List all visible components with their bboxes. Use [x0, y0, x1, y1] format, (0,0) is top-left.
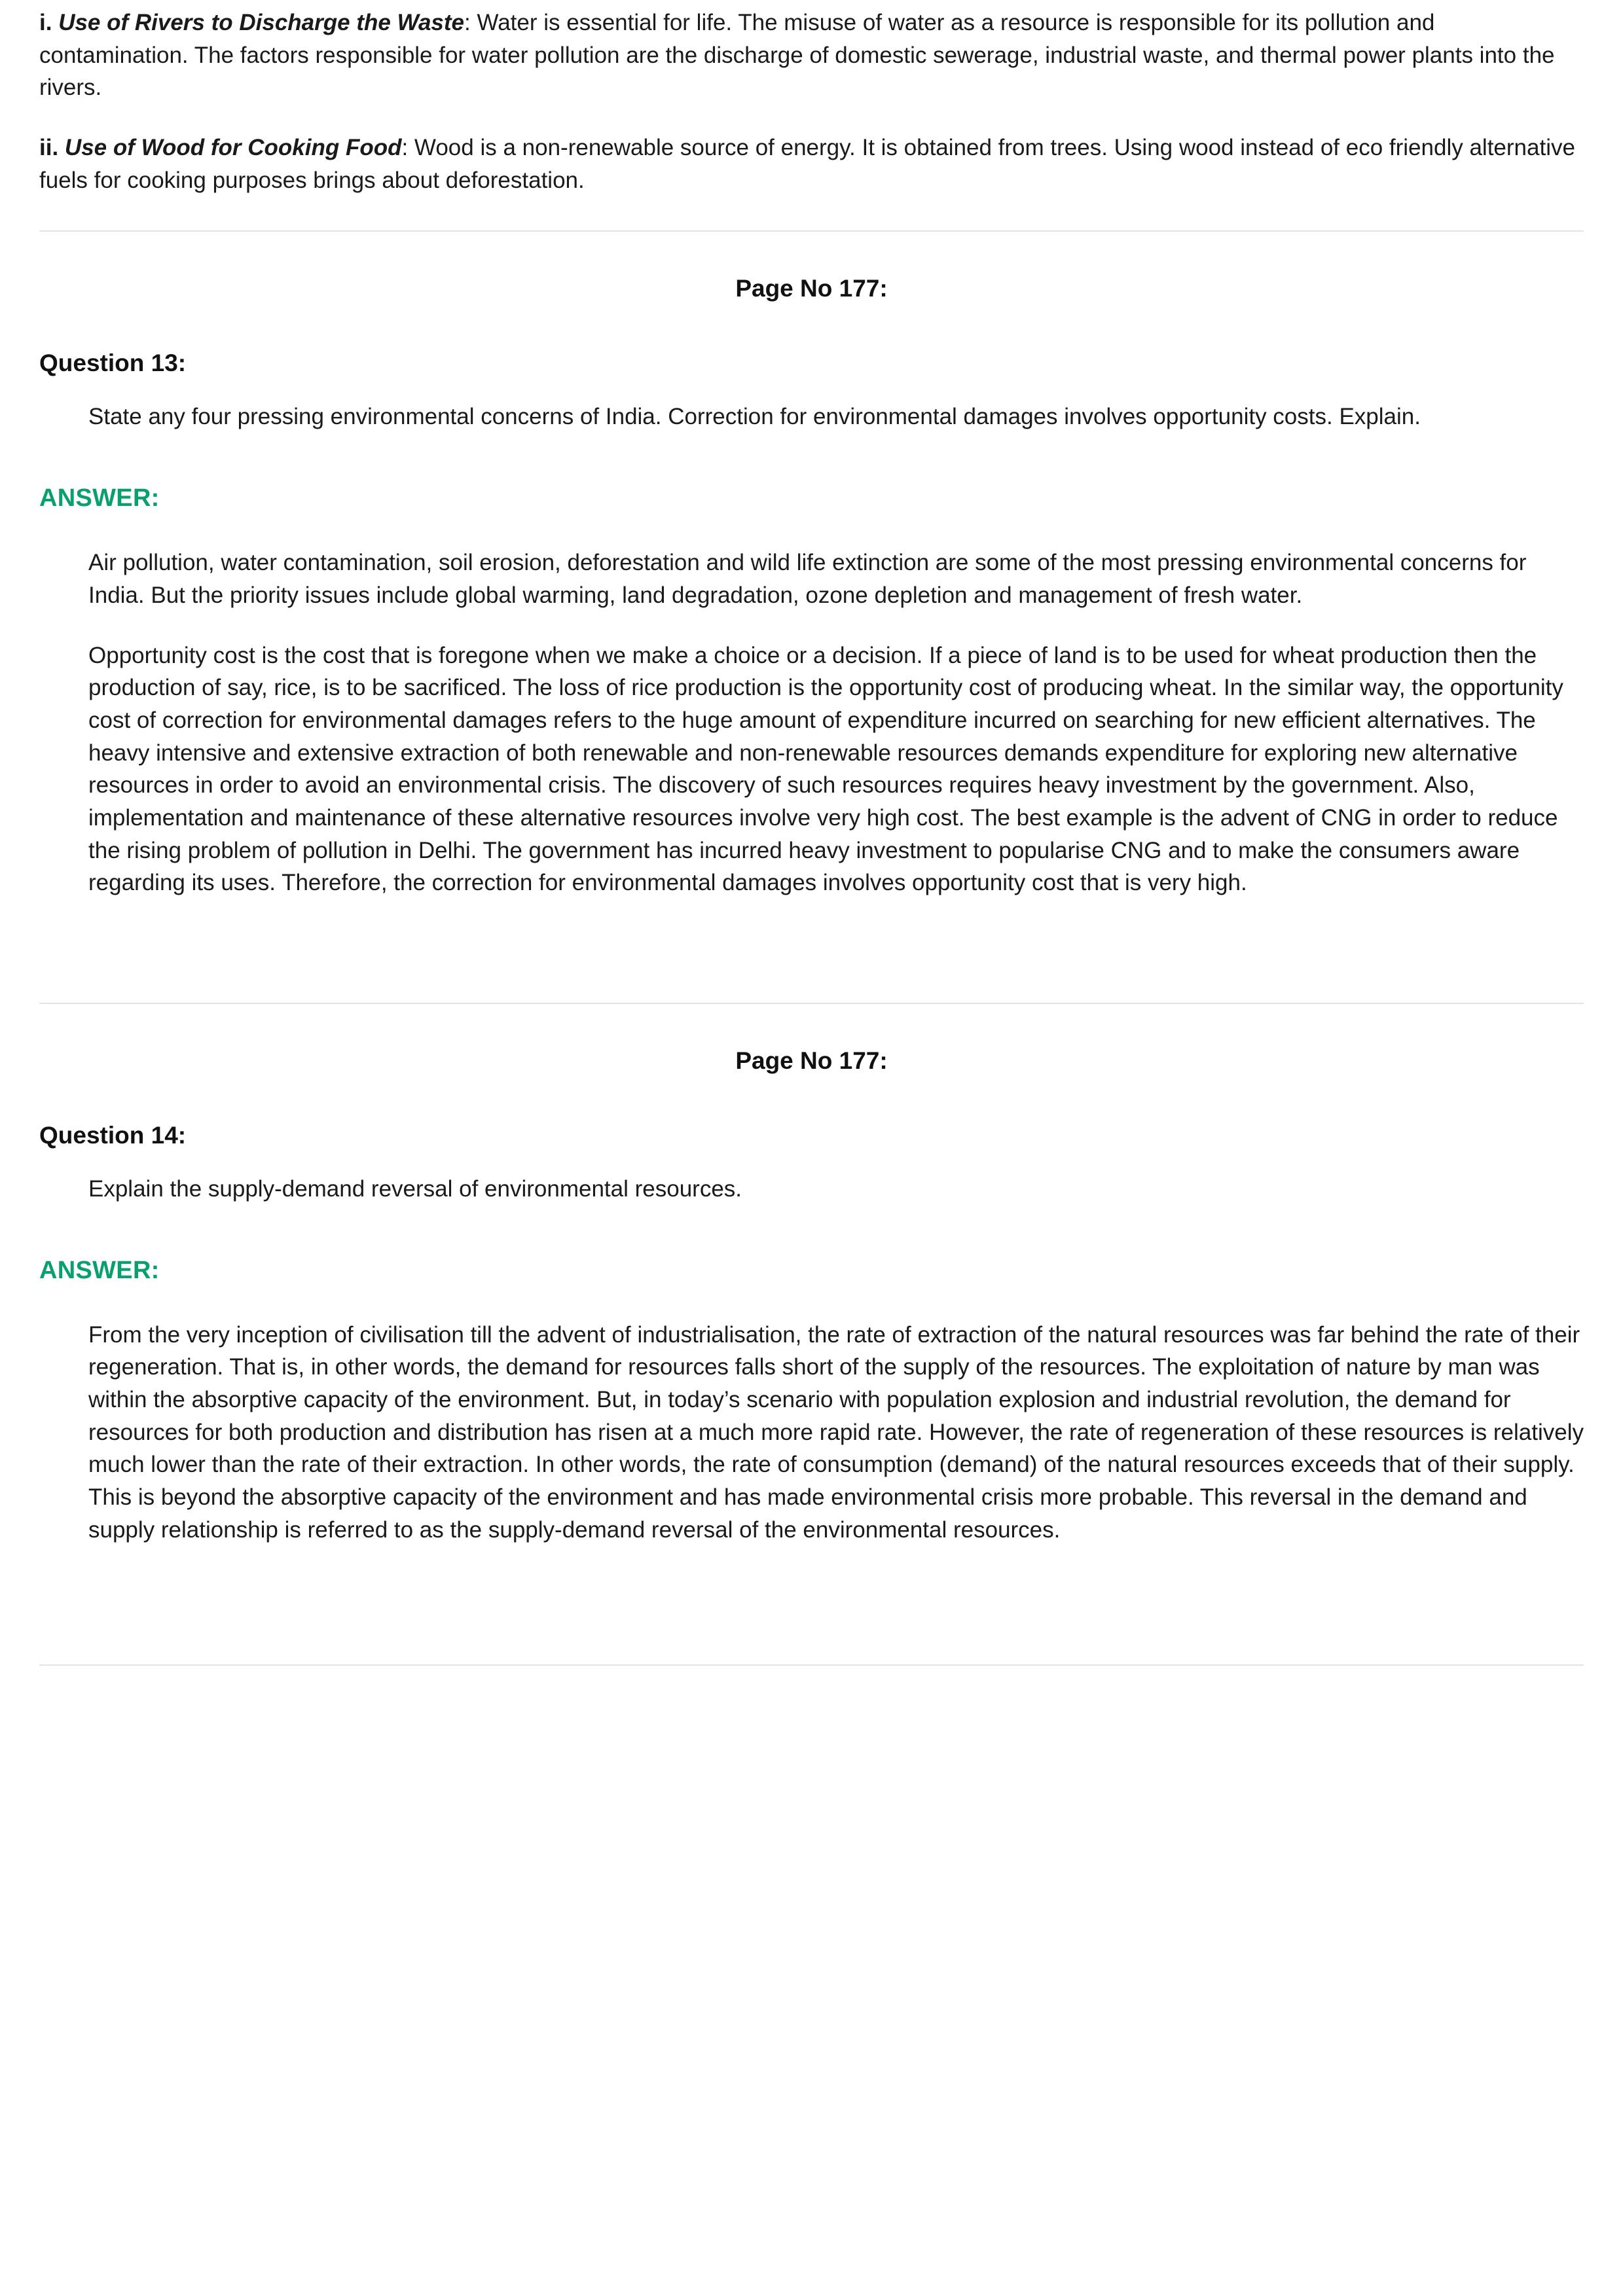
question-text: State any four pressing environmental concerns of India. Correction for environmental damages involves opportunity costs. Explain. — [88, 404, 1421, 430]
list-item-marker: i. — [39, 10, 52, 35]
answer-label: ANSWER: — [39, 484, 160, 512]
page-number-label: Page No 177: — [735, 1047, 888, 1074]
qa-section-13 — [39, 275, 1584, 944]
answer-label: ANSWER: — [39, 1256, 160, 1284]
question-label: Question 14: — [39, 1122, 187, 1149]
qa-section-14 — [39, 1047, 1584, 1591]
section-divider — [39, 1003, 1584, 1004]
list-item-title: Use of Wood for Cooking Food — [64, 135, 402, 161]
list-item-title: Use of Rivers to Discharge the Waste — [58, 10, 465, 35]
answer-paragraph: Air pollution, water contamination, soil erosion, deforestation and wild life extinction are some of the most pressing environmental concerns for India. But the priority issues include global warming, land degradation, ozone depletion and management of fresh water. — [88, 550, 1527, 608]
list-item-marker: ii. — [39, 135, 59, 161]
spacer — [39, 1591, 1584, 1630]
answer-paragraph: Opportunity cost is the cost that is foregone when we make a choice or a decision. If a piece of land is to be used for wheat production then the production of say, rice, is to be sacrificed. The loss of rice production is the opportunity cost of producing wheat. In the similar way, the opportunity cost of correction for environmental damages refers to the huge amount of expenditure incurred on searching for new efficient alternatives. The heavy intensive and extensive extraction of both renewable and non-renewable resources demands expenditure for exploring new alternative resources in order to avoid an environmental crisis. The discovery of such resources requires heavy investment by the government. Also, implementation and maintenance of these alternative resources involve very high cost. The best example is the advent of CNG in order to reduce the rising problem of pollution in Delhi. The government has incurred heavy investment to popularise CNG and to make the consumers aware regarding its uses. Therefore, the correction for environmental damages involves opportunity cost that is very high. — [88, 642, 1563, 896]
answer-body — [39, 1319, 1584, 1547]
question-label: Question 13: — [39, 350, 187, 377]
section-divider — [39, 230, 1584, 232]
page-number-label: Page No 177: — [735, 275, 888, 302]
continued-list-block — [39, 0, 1584, 196]
answer-body — [39, 547, 1584, 899]
question-text: Explain the supply-demand reversal of environmental resources. — [88, 1176, 742, 1202]
list-item — [39, 7, 1581, 104]
list-item-text: : Water is essential for life. The misuse of water as a resource is responsible for its pollution and contamination. The factors responsible for water pollution are the discharge of domestic sewerage, industrial waste, and thermal power plants into the rivers. — [39, 10, 1555, 101]
spacer — [39, 944, 1584, 969]
section-divider — [39, 1664, 1584, 1666]
list-item-text: : Wood is a non-renewable source of energy. It is obtained from trees. Using wood instead of eco friendly alternative fuels for cooking purposes brings about deforestation. — [39, 135, 1575, 193]
list-item — [39, 132, 1581, 196]
answer-paragraph: From the very inception of civilisation till the advent of industrialisation, the rate of extraction of the natural resources was far behind the rate of their regeneration. That is, in other words, the demand for resources falls short of the supply of the resources. The exploitation of nature by man was within the absorptive capacity of the environment. But, in today’s scenario with population explosion and industrial revolution, the demand for resources for both production and distribution has risen at a much more rapid rate. However, the rate of regeneration of these resources is relatively much lower than the rate of their extraction. In other words, the rate of consumption (demand) of the natural resources exceeds that of their supply. This is beyond the absorptive capacity of the environment and has made environmental crisis more probable. This reversal in the demand and supply relationship is referred to as the supply-demand reversal of the environmental resources. — [88, 1321, 1584, 1543]
